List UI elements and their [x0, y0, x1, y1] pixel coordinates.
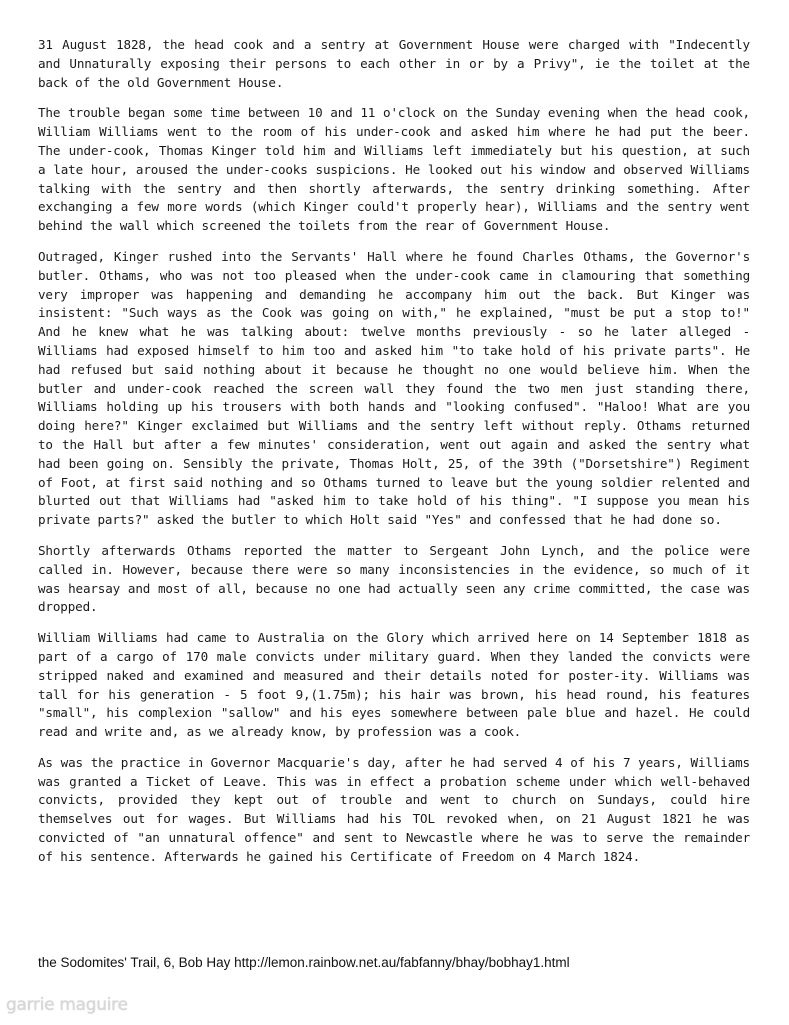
- paragraph-4: Shortly afterwards Othams reported the matter to Sergeant John Lynch, and the police were called in. However, because there were so many inconsistencies in the evidence, so much of it was hearsay and most of all, because no one had actually seen any crime committed, the case was dropped.: [38, 542, 750, 615]
- source-credit: the Sodomites' Trail, 6, Bob Hay http://lemon.rainbow.net.au/fabfanny/bhay/bobhay1.html: [38, 955, 570, 970]
- watermark: garrie maguire: [6, 995, 128, 1015]
- document-body: [38, 36, 750, 879]
- paragraph-6: As was the practice in Governor Macquarie's day, after he had served 4 of his 7 years, Williams was granted a Ticket of Leave. This was in effect a probation scheme under which well-behaved convicts, provided they kept out of trouble and went to church on Sundays, could hire themselves out for wages. But Williams had his TOL revoked when, on 21 August 1821 he was convicted of "an unnatural offence" and sent to Newcastle where he was to serve the remainder of his sentence. Afterwards he gained his Certificate of Freedom on 4 March 1824.: [38, 754, 750, 864]
- paragraph-3: Outraged, Kinger rushed into the Servants' Hall where he found Charles Othams, the Governor's butler. Othams, who was not too pleased when the under-cook came in clamouring that something very improper was happening and demanding he accompany him out the back. But Kinger was insistent: "Such ways as the Cook was going on with," he explained, "must be put a stop to!" And he knew what he was talking about: twelve months previously - so he later alleged - Williams had exposed himself to him too and asked him "to take hold of his private parts". He had refused but said nothing about it because he thought no one would believe him. When the butler and under-cook reached the screen wall they found the two men just standing there, Williams holding up his trousers with both hands and "looking confused". "Haloo! What are you doing here?" Kinger exclaimed but Williams and the sentry left without reply. Othams returned to the Hall but after a few minutes' consideration, went out again and asked the sentry what had been going on. Sensibly the private, Thomas Holt, 25, of the 39th ("Dorsetshire") Regiment of Foot, at first said nothing and so Othams turned to leave but the young soldier relented and blurted out that Williams had "asked him to take hold of his thing". "I suppose you mean his private parts?" asked the butler to which Holt said "Yes" and confessed that he had done so.: [38, 248, 750, 528]
- paragraph-5: William Williams had came to Australia on the Glory which arrived here on 14 September 1818 as part of a cargo of 170 male convicts under military guard. When they landed the convicts were stripped naked and examined and measured and their details noted for poster-ity. Williams was tall for his generation - 5 foot 9,(1.75m); his hair was brown, his head round, his features "small", his complexion "sallow" and his eyes somewhere between pale blue and hazel. He could read and write and, as we already know, by profession was a cook.: [38, 630, 750, 740]
- paragraph-1: 31 August 1828, the head cook and a sentry at Government House were charged with "Indecently and Unnaturally exposing their persons to each other in or by a Privy", ie the toilet at the back of the old Government House.: [38, 37, 750, 90]
- paragraph-2: The trouble began some time between 10 and 11 o'clock on the Sunday evening when the head cook, William Williams went to the room of his under-cook and asked him where he had put the beer. The under-cook, Thomas Kinger told him and Williams left immediately but his question, at such a late hour, aroused the under-cooks suspicions. He looked out his window and observed Williams talking with the sentry and then shortly afterwards, the sentry drinking something. After exchanging a few more words (which Kinger could't properly hear), Williams and the sentry went behind the wall which screened the toilets from the rear of Government House.: [38, 105, 750, 234]
